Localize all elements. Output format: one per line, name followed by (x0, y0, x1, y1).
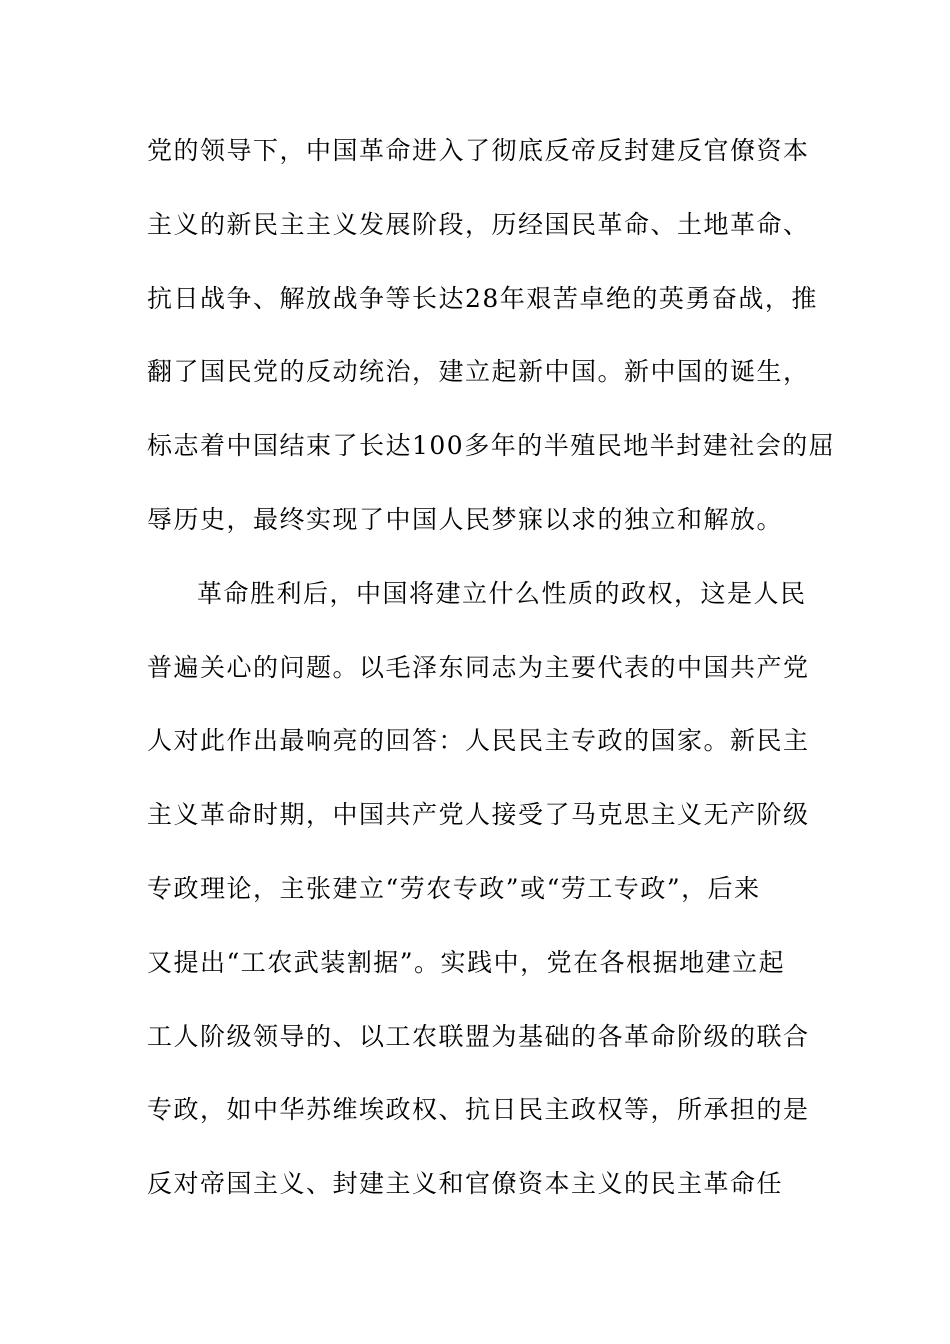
text-line: 人对此作出最响亮的回答：人民民主专政的国家。新民主 (147, 726, 810, 756)
text-line: 主义的新民主主义发展阶段，历经国民革命、土地革命、 (147, 209, 810, 239)
text-line: 主义革命时期，中国共产党人接受了马克思主义无产阶级 (147, 800, 810, 830)
text-line: 反对帝国主义、封建主义和官僚资本主义的民主革命任 (147, 1169, 784, 1199)
text-line: 工人阶级领导的、以工农联盟为基础的各革命阶级的联合 (147, 1021, 810, 1051)
text-line: 专政，如中华苏维埃政权、抗日民主政权等，所承担的是 (147, 1095, 810, 1125)
text-line: 翻了国民党的反动统治，建立起新中国。新中国的诞生， (147, 357, 810, 387)
text-line: 辱历史，最终实现了中国人民梦寐以求的独立和解放。 (147, 504, 784, 534)
text-line: 又提出“工农武装割据”。实践中，党在各根据地建立起 (147, 947, 786, 977)
text-line: 标志着中国结束了长达100多年的半殖民地半封建社会的屈 (147, 431, 836, 461)
body-text (147, 126, 836, 1233)
text-line: 专政理论，主张建立“劳农专政”或“劳工专政”，后来 (147, 873, 761, 903)
paragraph-first-line: 革命胜利后，中国将建立什么性质的政权，这是人民 (197, 578, 807, 608)
text-line: 抗日战争、解放战争等长达28年艰苦卓绝的英勇奋战，推 (147, 283, 818, 313)
text-line: 普遍关心的问题。以毛泽东同志为主要代表的中国共产党 (147, 652, 810, 682)
text-line: 党的领导下，中国革命进入了彻底反帝反封建反官僚资本 (147, 136, 810, 165)
